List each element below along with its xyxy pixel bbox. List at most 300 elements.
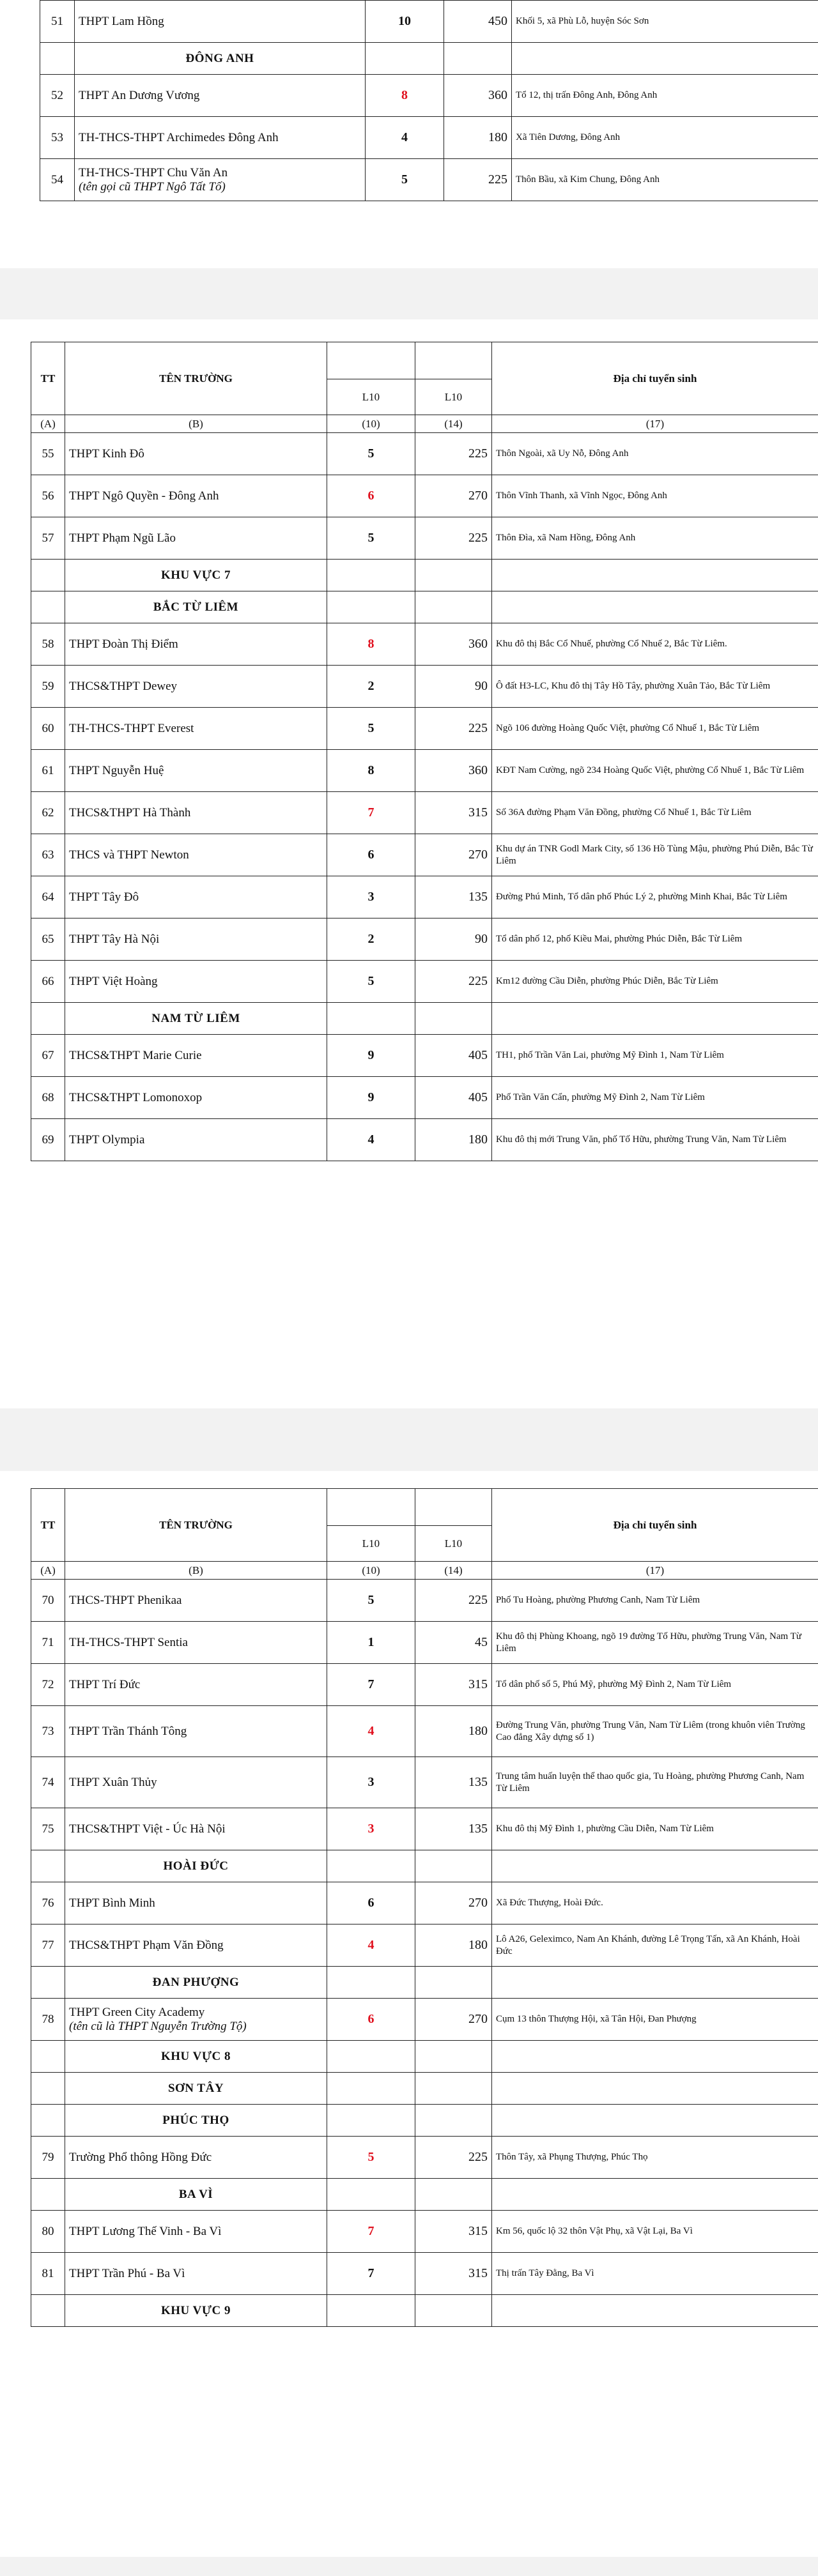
- row-number: 75: [31, 1808, 65, 1850]
- school-name: [65, 1808, 327, 1850]
- school-row: [31, 708, 818, 750]
- school-name-text: THPT Tây Đô: [69, 890, 139, 904]
- quota-l10-classes: 5: [366, 159, 444, 201]
- school-row: [31, 1882, 818, 1924]
- quota-students: 225: [415, 708, 492, 750]
- school-name-text: THCS&THPT Hà Thành: [69, 805, 191, 819]
- school-name-text: THCS&THPT Lomonoxop: [69, 1090, 203, 1104]
- section-blank-tt: [31, 1967, 65, 1999]
- school-name-text: TH-THCS-THPT Chu Văn An: [79, 165, 228, 179]
- school-row: [31, 1924, 818, 1967]
- school-row: [40, 75, 818, 117]
- section-blank: [327, 2073, 415, 2105]
- school-row: [31, 834, 818, 876]
- header-school-name: TÊN TRƯỜNG: [65, 1489, 327, 1562]
- admission-address: Khu đô thị mới Trung Văn, phố Tố Hữu, phường Trung Văn, Nam Từ Liêm: [492, 1119, 818, 1161]
- admission-address: Tổ 12, thị trấn Đông Anh, Đông Anh: [512, 75, 818, 117]
- page-gap-1: [0, 268, 818, 319]
- quota-l10-classes: 7: [327, 2211, 415, 2253]
- page-gap-2: [0, 1408, 818, 1471]
- quota-students: 315: [415, 792, 492, 834]
- quota-l10-classes: 7: [327, 2253, 415, 2295]
- section-blank-tt: [31, 591, 65, 623]
- school-name: [65, 1664, 327, 1706]
- admission-address: Thôn Bầu, xã Kim Chung, Đông Anh: [512, 159, 818, 201]
- quota-students: 180: [444, 117, 512, 159]
- school-row: [31, 1808, 818, 1850]
- school-row: [31, 1622, 818, 1664]
- school-name: [65, 1035, 327, 1077]
- quota-l10-classes: 6: [327, 1999, 415, 2041]
- school-name-text: THCS&THPT Phạm Văn Đồng: [69, 1938, 224, 1952]
- section-blank: [492, 2179, 818, 2211]
- section-blank: [492, 591, 818, 623]
- table-header-row: [31, 342, 818, 379]
- school-name-text: THPT Green City Academy: [69, 2005, 205, 2019]
- school-name-text: THPT Lương Thế Vinh - Ba Vì: [69, 2224, 222, 2238]
- section-row: [31, 2105, 818, 2137]
- admission-address: Phố Trần Văn Cẩn, phường Mỹ Đình 2, Nam Từ Liêm: [492, 1077, 818, 1119]
- school-name-text: THPT Lam Hồng: [79, 14, 164, 28]
- row-number: 80: [31, 2211, 65, 2253]
- section-blank-tt: [31, 1003, 65, 1035]
- section-row: [31, 1850, 818, 1882]
- row-number: 53: [40, 117, 75, 159]
- school-row: [31, 1664, 818, 1706]
- admission-address: Phố Tu Hoàng, phường Phương Canh, Nam Từ Liêm: [492, 1580, 818, 1622]
- school-name: [65, 1580, 327, 1622]
- school-name-text: THPT Bình Minh: [69, 1896, 155, 1910]
- school-name-text: THPT Kinh Đô: [69, 446, 144, 461]
- section-label: KHU VỰC 7: [65, 560, 327, 591]
- quota-l10-classes: 6: [327, 834, 415, 876]
- quota-students: 360: [444, 75, 512, 117]
- school-row: [31, 2211, 818, 2253]
- quota-l10-classes: 3: [327, 1757, 415, 1808]
- quota-students: 90: [415, 666, 492, 708]
- section-blank: [492, 1967, 818, 1999]
- quota-l10-classes: 4: [327, 1706, 415, 1757]
- quota-students: 225: [415, 1580, 492, 1622]
- row-number: 66: [31, 961, 65, 1003]
- admission-address: Đường Trung Văn, phường Trung Văn, Nam Từ Liêm (trong khuôn viên Trường Cao đẳng Xây dựng số 1): [492, 1706, 818, 1757]
- school-row: [31, 2253, 818, 2295]
- row-number: 61: [31, 750, 65, 792]
- header-blank: [327, 1489, 415, 1526]
- header-tt: TT: [31, 1489, 65, 1562]
- quota-l10-classes: 9: [327, 1035, 415, 1077]
- admission-address: Đường Phú Minh, Tổ dân phố Phúc Lý 2, phường Minh Khai, Bắc Từ Liêm: [492, 876, 818, 918]
- row-number: 69: [31, 1119, 65, 1161]
- section-blank-tt: [31, 2105, 65, 2137]
- header-address: Địa chỉ tuyển sinh: [492, 342, 818, 415]
- admission-address: KĐT Nam Cường, ngõ 234 Hoàng Quốc Việt, phường Cổ Nhuế 1, Bắc Từ Liêm: [492, 750, 818, 792]
- school-row: [31, 2137, 818, 2179]
- school-name: [75, 159, 366, 201]
- quota-students: 135: [415, 1757, 492, 1808]
- admission-address: Ô đất H3-LC, Khu đô thị Tây Hồ Tây, phường Xuân Tảo, Bắc Từ Liêm: [492, 666, 818, 708]
- row-number: 62: [31, 792, 65, 834]
- section-row: [31, 2295, 818, 2327]
- admission-address: Thôn Đìa, xã Nam Hồng, Đông Anh: [492, 517, 818, 560]
- row-number: 73: [31, 1706, 65, 1757]
- school-row: [31, 1077, 818, 1119]
- quota-l10-classes: 10: [366, 1, 444, 43]
- section-blank: [327, 2041, 415, 2073]
- table-body: [31, 342, 818, 1161]
- admission-address: Khối 5, xã Phù Lỗ, huyện Sóc Sơn: [512, 1, 818, 43]
- row-number: 52: [40, 75, 75, 117]
- school-row: [31, 475, 818, 517]
- school-row: [31, 1706, 818, 1757]
- row-number: 57: [31, 517, 65, 560]
- quota-students: 225: [444, 159, 512, 201]
- header-blank: [415, 342, 492, 379]
- section-row: [31, 1967, 818, 1999]
- quota-l10-classes: 4: [366, 117, 444, 159]
- school-name: [75, 75, 366, 117]
- quota-l10-classes: 9: [327, 1077, 415, 1119]
- quota-students: 225: [415, 517, 492, 560]
- admission-address: Tổ dân phố 12, phố Kiều Mai, phường Phúc Diễn, Bắc Từ Liêm: [492, 918, 818, 961]
- section-blank: [415, 2179, 492, 2211]
- row-number: 58: [31, 623, 65, 666]
- quota-students: 225: [415, 2137, 492, 2179]
- school-name-text: THPT Xuân Thủy: [69, 1775, 157, 1789]
- school-name: [65, 517, 327, 560]
- section-label: BẮC TỪ LIÊM: [65, 591, 327, 623]
- header-blank: [415, 1489, 492, 1526]
- section-blank-tt: [31, 2073, 65, 2105]
- section-label: NAM TỪ LIÊM: [65, 1003, 327, 1035]
- quota-students: 270: [415, 834, 492, 876]
- admission-address: Thôn Tây, xã Phụng Thượng, Phúc Thọ: [492, 2137, 818, 2179]
- admission-address: Ngõ 106 đường Hoàng Quốc Việt, phường Cổ Nhuế 1, Bắc Từ Liêm: [492, 708, 818, 750]
- school-name-text: THPT Phạm Ngũ Lão: [69, 531, 176, 545]
- school-row: [31, 1757, 818, 1808]
- school-name: [65, 1882, 327, 1924]
- admission-address: Lô A26, Geleximco, Nam An Khánh, đường Lê Trọng Tấn, xã An Khánh, Hoài Đức: [492, 1924, 818, 1967]
- school-name: [65, 433, 327, 475]
- table-code-row: [31, 415, 818, 433]
- quota-l10-classes: 2: [327, 666, 415, 708]
- school-name: [65, 1077, 327, 1119]
- school-row: [31, 876, 818, 918]
- row-number: 77: [31, 1924, 65, 1967]
- school-name: [65, 792, 327, 834]
- section-blank: [492, 2073, 818, 2105]
- school-name: [65, 475, 327, 517]
- school-name-text: THCS-THPT Phenikaa: [69, 1593, 182, 1607]
- section-label: HOÀI ĐỨC: [65, 1850, 327, 1882]
- quota-l10-classes: 2: [327, 918, 415, 961]
- row-number: 60: [31, 708, 65, 750]
- section-blank: [327, 2105, 415, 2137]
- section-label: KHU VỰC 8: [65, 2041, 327, 2073]
- quota-l10-classes: 1: [327, 1622, 415, 1664]
- quota-students: 135: [415, 876, 492, 918]
- section-blank-tt: [31, 2179, 65, 2211]
- school-name: [65, 918, 327, 961]
- section-blank: [415, 1967, 492, 1999]
- school-name: [65, 2137, 327, 2179]
- header-l10-b: L10: [415, 379, 492, 415]
- quota-students: 135: [415, 1808, 492, 1850]
- quota-students: 405: [415, 1035, 492, 1077]
- school-row: [31, 1119, 818, 1161]
- quota-students: 315: [415, 2211, 492, 2253]
- school-name: [65, 1924, 327, 1967]
- quota-students: 45: [415, 1622, 492, 1664]
- row-number: 64: [31, 876, 65, 918]
- section-row: [31, 2041, 818, 2073]
- header-blank: [327, 342, 415, 379]
- quota-l10-classes: 8: [366, 75, 444, 117]
- section-blank: [327, 2179, 415, 2211]
- table-code-row: [31, 1562, 818, 1580]
- row-number: 72: [31, 1664, 65, 1706]
- admission-address: Số 36A đường Phạm Văn Đồng, phường Cổ Nhuế 1, Bắc Từ Liêm: [492, 792, 818, 834]
- school-name-text: TH-THCS-THPT Sentia: [69, 1635, 188, 1649]
- school-name: [65, 750, 327, 792]
- school-name-text: THPT Olympia: [69, 1132, 145, 1147]
- school-name: [65, 1119, 327, 1161]
- section-blank: [415, 2105, 492, 2137]
- quota-students: 180: [415, 1924, 492, 1967]
- school-name: [65, 1757, 327, 1808]
- section-label: BA VÌ: [65, 2179, 327, 2211]
- section-blank: [512, 43, 818, 75]
- section-blank: [444, 43, 512, 75]
- quota-l10-classes: 5: [327, 961, 415, 1003]
- school-row: [40, 159, 818, 201]
- row-number: 79: [31, 2137, 65, 2179]
- admission-address: Trung tâm huấn luyện thể thao quốc gia, Tu Hoàng, phường Phương Canh, Nam Từ Liêm: [492, 1757, 818, 1808]
- school-name-text: THPT Trần Phú - Ba Vì: [69, 2266, 185, 2280]
- code-14: (14): [415, 1562, 492, 1580]
- admission-address: Thị trấn Tây Đằng, Ba Vì: [492, 2253, 818, 2295]
- quota-students: 180: [415, 1706, 492, 1757]
- admission-address: Xã Đức Thượng, Hoài Đức.: [492, 1882, 818, 1924]
- section-blank: [327, 560, 415, 591]
- section-row: [31, 560, 818, 591]
- quota-students: 270: [415, 475, 492, 517]
- school-name: [65, 2253, 327, 2295]
- school-name: [75, 1, 366, 43]
- section-blank: [366, 43, 444, 75]
- school-row: [40, 117, 818, 159]
- row-number: 71: [31, 1622, 65, 1664]
- quota-l10-classes: 8: [327, 750, 415, 792]
- row-number: 81: [31, 2253, 65, 2295]
- school-row: [31, 918, 818, 961]
- section-blank: [492, 2105, 818, 2137]
- header-l10-b: L10: [415, 1526, 492, 1562]
- school-name-text: THPT Tây Hà Nội: [69, 932, 160, 946]
- school-name-text: Trường Phổ thông Hồng Đức: [69, 2150, 212, 2164]
- quota-l10-classes: 5: [327, 708, 415, 750]
- school-name: [75, 117, 366, 159]
- page-gap-3: [0, 2557, 818, 2576]
- admission-address: Km12 đường Cầu Diễn, phường Phúc Diễn, Bắc Từ Liêm: [492, 961, 818, 1003]
- quota-l10-classes: 3: [327, 876, 415, 918]
- school-row: [31, 623, 818, 666]
- row-number: 74: [31, 1757, 65, 1808]
- quota-l10-classes: 5: [327, 2137, 415, 2179]
- section-blank: [415, 591, 492, 623]
- section-blank: [415, 1003, 492, 1035]
- table-body: [31, 1489, 818, 2327]
- section-blank: [492, 2295, 818, 2327]
- code-17: (17): [492, 415, 818, 433]
- code-10: (10): [327, 1562, 415, 1580]
- section-blank: [415, 560, 492, 591]
- admission-address: Thôn Ngoài, xã Uy Nỗ, Đông Anh: [492, 433, 818, 475]
- school-name: [65, 666, 327, 708]
- section-row: [31, 1003, 818, 1035]
- section-blank: [327, 2295, 415, 2327]
- school-row: [40, 1, 818, 43]
- section-label: ĐAN PHƯỢNG: [65, 1967, 327, 1999]
- section-blank: [327, 1967, 415, 1999]
- school-name: [65, 1622, 327, 1664]
- quota-l10-classes: 5: [327, 517, 415, 560]
- school-name: [65, 961, 327, 1003]
- quota-students: 90: [415, 918, 492, 961]
- row-number: 67: [31, 1035, 65, 1077]
- section-blank: [492, 560, 818, 591]
- admission-address: Thôn Vĩnh Thanh, xã Vĩnh Ngọc, Đông Anh: [492, 475, 818, 517]
- row-number: 68: [31, 1077, 65, 1119]
- quota-students: 315: [415, 1664, 492, 1706]
- section-blank-tt: [31, 2041, 65, 2073]
- section-blank: [415, 2295, 492, 2327]
- school-row: [31, 750, 818, 792]
- quota-l10-classes: 4: [327, 1119, 415, 1161]
- section-blank: [492, 1850, 818, 1882]
- admission-address: Khu đô thị Phùng Khoang, ngõ 19 đường Tố Hữu, phường Trung Văn, Nam Từ Liêm: [492, 1622, 818, 1664]
- row-number: 70: [31, 1580, 65, 1622]
- row-number: 54: [40, 159, 75, 201]
- row-number: 65: [31, 918, 65, 961]
- header-l10: L10: [327, 379, 415, 415]
- section-label: SƠN TÂY: [65, 2073, 327, 2105]
- school-former-name: (tên gọi cũ THPT Ngô Tất Tố): [79, 179, 226, 194]
- quota-l10-classes: 4: [327, 1924, 415, 1967]
- section-blank: [415, 2073, 492, 2105]
- school-name: [65, 876, 327, 918]
- admission-address: Tổ dân phố số 5, Phú Mỹ, phường Mỹ Đình 2, Nam Từ Liêm: [492, 1664, 818, 1706]
- school-name-text: THPT An Dương Vương: [79, 88, 200, 102]
- admission-address: TH1, phố Trần Văn Lai, phường Mỹ Đình 1, Nam Từ Liêm: [492, 1035, 818, 1077]
- table-body: [40, 1, 818, 201]
- quota-students: 180: [415, 1119, 492, 1161]
- code-14: (14): [415, 415, 492, 433]
- section-blank: [327, 1003, 415, 1035]
- section-blank: [492, 1003, 818, 1035]
- section-label: KHU VỰC 9: [65, 2295, 327, 2327]
- quota-l10-classes: 6: [327, 1882, 415, 1924]
- section-row: [31, 2179, 818, 2211]
- code-10: (10): [327, 415, 415, 433]
- section-blank-tt: [31, 2295, 65, 2327]
- school-name: [65, 1999, 327, 2041]
- header-school-name: TÊN TRƯỜNG: [65, 342, 327, 415]
- quota-l10-classes: 7: [327, 792, 415, 834]
- quota-students: 450: [444, 1, 512, 43]
- school-row: [31, 1580, 818, 1622]
- admission-address: Cụm 13 thôn Thượng Hội, xã Tân Hội, Đan Phượng: [492, 1999, 818, 2041]
- row-number: 63: [31, 834, 65, 876]
- section-blank: [327, 591, 415, 623]
- admission-address: Xã Tiên Dương, Đông Anh: [512, 117, 818, 159]
- school-name: [65, 1706, 327, 1757]
- school-name-text: THCS&THPT Việt - Úc Hà Nội: [69, 1822, 226, 1836]
- row-number: 78: [31, 1999, 65, 2041]
- school-row: [31, 961, 818, 1003]
- school-name-text: THCS&THPT Dewey: [69, 679, 178, 693]
- code-b: (B): [65, 415, 327, 433]
- school-row: [31, 666, 818, 708]
- school-row: [31, 1035, 818, 1077]
- row-number: 56: [31, 475, 65, 517]
- school-name-text: TH-THCS-THPT Everest: [69, 721, 194, 735]
- quota-students: 360: [415, 623, 492, 666]
- admission-table-part-2: [31, 342, 818, 1161]
- code-b: (B): [65, 1562, 327, 1580]
- quota-l10-classes: 3: [327, 1808, 415, 1850]
- school-name-text: THCS&THPT Marie Curie: [69, 1048, 202, 1062]
- section-row: [31, 591, 818, 623]
- section-blank: [415, 1850, 492, 1882]
- section-blank: [492, 2041, 818, 2073]
- school-name-text: THCS và THPT Newton: [69, 848, 189, 862]
- section-blank-tt: [31, 560, 65, 591]
- school-name-text: THPT Ngô Quyền - Đông Anh: [69, 489, 219, 503]
- quota-students: 225: [415, 961, 492, 1003]
- school-row: [31, 792, 818, 834]
- admission-address: Khu dự án TNR Godl Mark City, số 136 Hồ Tùng Mậu, phường Phú Diễn, Bắc Từ Liêm: [492, 834, 818, 876]
- quota-students: 315: [415, 2253, 492, 2295]
- section-label: ĐÔNG ANH: [75, 43, 366, 75]
- school-name: [65, 834, 327, 876]
- quota-students: 405: [415, 1077, 492, 1119]
- quota-l10-classes: 5: [327, 1580, 415, 1622]
- row-number: 76: [31, 1882, 65, 1924]
- header-tt: TT: [31, 342, 65, 415]
- table-header-row: [31, 1489, 818, 1526]
- school-row: [31, 517, 818, 560]
- school-name-text: THPT Trí Đức: [69, 1677, 141, 1691]
- quota-students: 360: [415, 750, 492, 792]
- section-blank: [327, 1850, 415, 1882]
- school-row: [31, 1999, 818, 2041]
- header-address: Địa chỉ tuyển sinh: [492, 1489, 818, 1562]
- admission-table-part-1: [40, 0, 818, 201]
- school-row: [31, 433, 818, 475]
- code-a: (A): [31, 415, 65, 433]
- admission-address: Khu đô thị Mỹ Đình 1, phường Cầu Diễn, Nam Từ Liêm: [492, 1808, 818, 1850]
- school-name: [65, 708, 327, 750]
- quota-students: 225: [415, 433, 492, 475]
- section-label: PHÚC THỌ: [65, 2105, 327, 2137]
- quota-l10-classes: 6: [327, 475, 415, 517]
- section-blank: [415, 2041, 492, 2073]
- row-number: 55: [31, 433, 65, 475]
- admission-address: Khu đô thị Bắc Cổ Nhuế, phường Cổ Nhuế 2, Bắc Từ Liêm.: [492, 623, 818, 666]
- section-blank-tt: [40, 43, 75, 75]
- section-row: [31, 2073, 818, 2105]
